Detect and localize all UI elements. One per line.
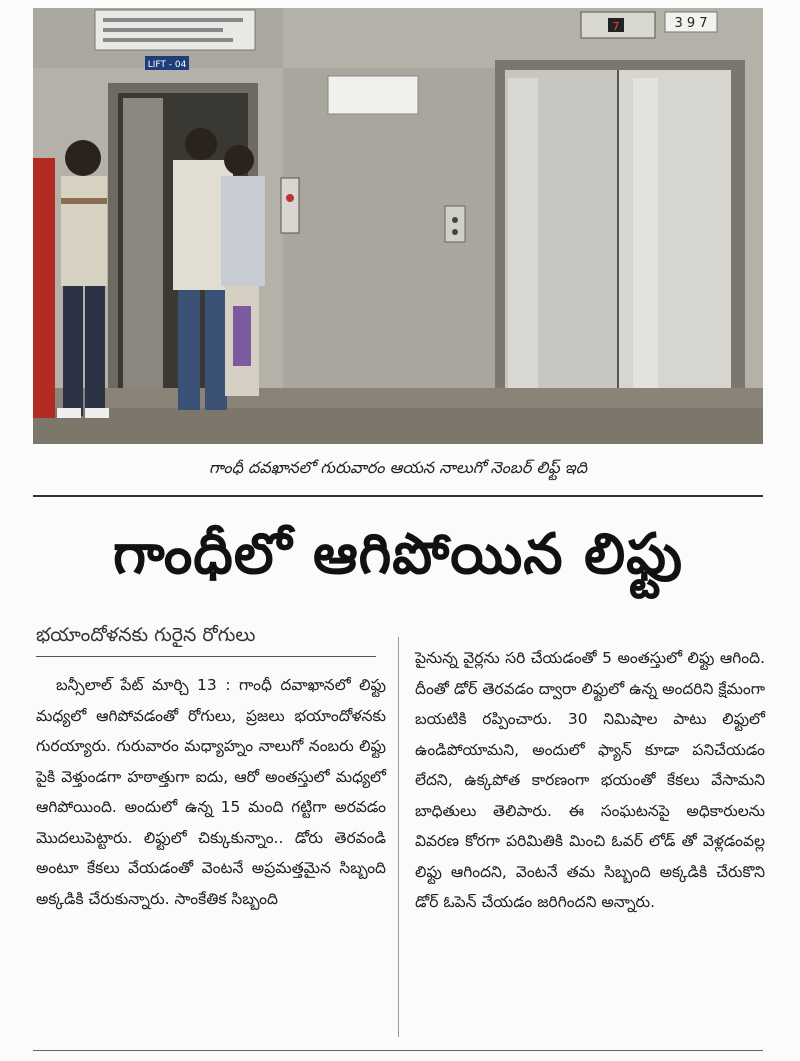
- photo-caption: గాంధీ దవఖానలో గురువారం ఆయన నాలుగో నెంబర్ లిఫ్ట్ ఇది: [208, 458, 587, 477]
- article-subheadline: భయాందోళనకు గురైన రోగులు: [36, 624, 256, 646]
- article-bottom-rule: [33, 1050, 763, 1051]
- column-divider: [398, 637, 399, 1037]
- news-photo-lift: [33, 8, 763, 444]
- svg-text:7: 7: [612, 20, 620, 33]
- caption-divider: [33, 495, 763, 497]
- article-body-left-column: బన్సీలాల్ పేట్ మార్చి 13 : గాంధీ దవాఖానలో లిఫ్టు మధ్యలో ఆగిపోవడంతో రోగులు, ప్రజలు భయాందోళనకు గురయ్యారు. గురువారం మధ్యాహ్నం నాలుగో నంబరు లిఫ్టు పైకి వెళ్తుండగా హఠాత్తుగా ఐదు, ఆరో అంతస్తులో మధ్యలో ఆగిపోయింది. అందులో ఉన్న 15 మంది గట్టిగా అరవడం మొదలుపెట్టారు. లిఫ్టులో చిక్కుకున్నాం.. డోరు తెరవండి అంటూ కేకలు వేయడంతో వెంటనే అప్రమత్తమైన సిబ్బంది అక్కడికి చేరుకున్నారు. సాంకేతిక సిబ్బంది: [36, 676, 386, 908]
- lift-sign: LIFT - 04: [147, 60, 187, 70]
- article-body-right-column: పైనున్న వైర్లను సరి చేయడంతో 5 అంతస్తులో లిఫ్టు ఆగింది. దీంతో డోర్ తెరవడం ద్వారా లిఫ్టులో ఉన్న అందరిని క్షేమంగా బయటికి రప్పించారు. 30 నిమిషాల పాటు లిఫ్టులో ఉండిపోయామని, అందులో ఫ్యాన్ కూడా పనిచేయడం లేదని, ఉక్కపోత కారణంగా భయంతో కేకలు వేసామని బాధితులు తెలిపారు. ఈ సంఘటనపై అధికారులను వివరణ కోరగా పరిమితికి మించి ఓవర్ లోడ్ తో వెళ్లడంవల్ల లిఫ్టు ఆగిందని, వెంటనే తమ సిబ్బంది అక్కడికి చేరుకొని డోర్ ఓపెన్ చేయడం జరిగిందని అన్నారు.: [415, 649, 765, 911]
- subheadline-underline: [36, 656, 376, 657]
- article-headline: గాంధీలో ఆగిపోయిన లిఫ్టు: [112, 522, 684, 587]
- floor-number-sign: 3 9 7: [674, 16, 708, 31]
- lift-scene-illustration: [33, 8, 763, 444]
